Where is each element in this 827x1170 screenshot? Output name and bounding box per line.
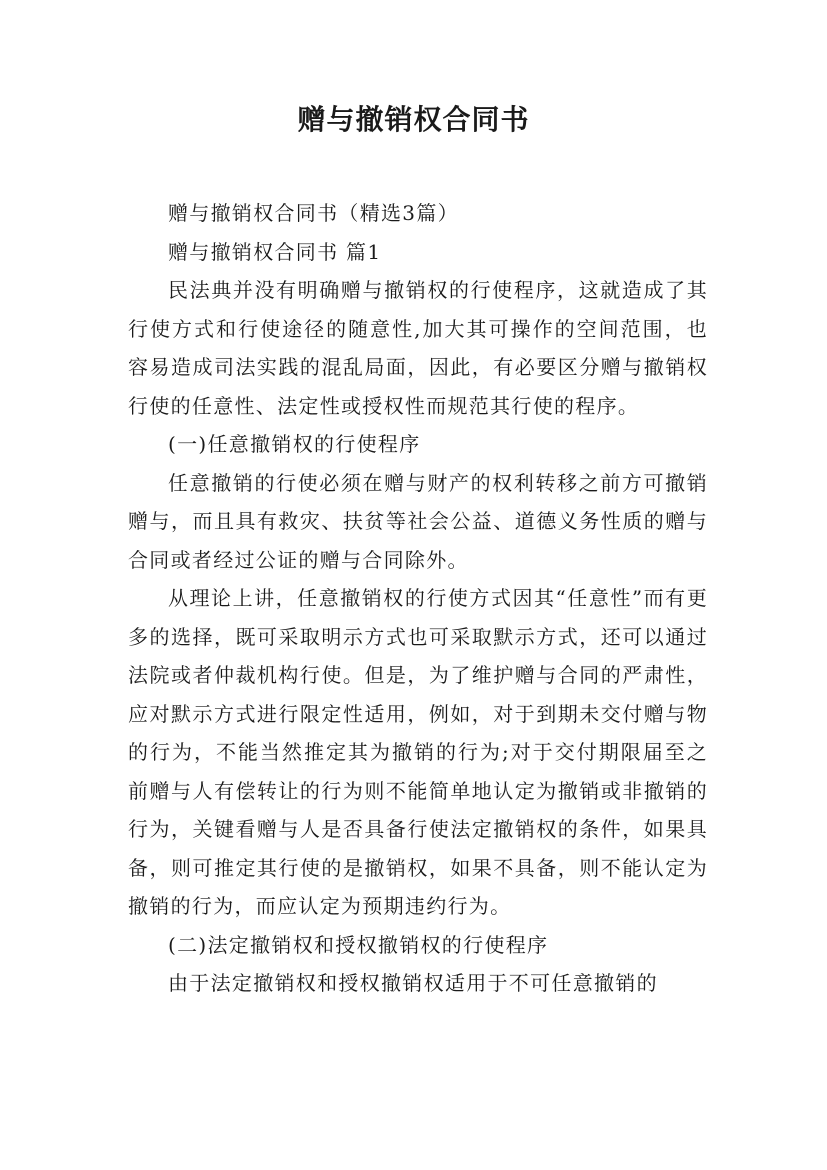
document-title: 赠与撤销权合同书 bbox=[297, 103, 530, 136]
subtitle-paragraph: 赠与撤销权合同书（精选3篇） bbox=[168, 201, 459, 225]
body-paragraph: 由于法定撤销权和授权撤销权适用于不可任意撤销的 bbox=[168, 971, 658, 995]
subsection-heading: (一)任意撤销权的行使程序 bbox=[168, 432, 421, 456]
body-paragraph: 从理论上讲，任意撤销权的行使方式因其“任意性”而有更多的选择，既可采取明示方式也可采取默示方式，还可以通过法院或者仲裁机构行使。但是，为了维护赠与合同的严肃性，应对默示方式进行限定性适用，例如，对于到期未交付赠与物的行为，不能当然推定其为撤销的行为;对于交付期限届至之前赠与人有偿转让的行为则不能简单地认定为撤销或非撤销的行为，关键看赠与人是否具备行使法定撤销权的条件，如果具备，则可推定其行使的是撤销权，如果不具备，则不能认定为撤销的行为，而应认定为预期违约行为。 bbox=[128, 586, 708, 918]
section-heading: 赠与撤销权合同书 篇1 bbox=[168, 239, 382, 264]
subsection-heading: (二)法定撤销权和授权撤销权的行使程序 bbox=[168, 932, 549, 957]
document-body bbox=[128, 194, 708, 1003]
body-paragraph: 任意撤销的行使必须在赠与财产的权利转移之前方可撤销赠与，而且具有救灾、扶贫等社会公益、道德义务性质的赠与合同或者经过公证的赠与合同除外。 bbox=[128, 470, 708, 572]
body-paragraph: 民法典并没有明确赠与撤销权的行使程序，这就造成了其行使方式和行使途径的随意性,加大其可操作的空间范围，也容易造成司法实践的混乱局面，因此，有必要区分赠与撤销权行使的任意性、法定性或授权性而规范其行使的程序。 bbox=[128, 278, 708, 418]
